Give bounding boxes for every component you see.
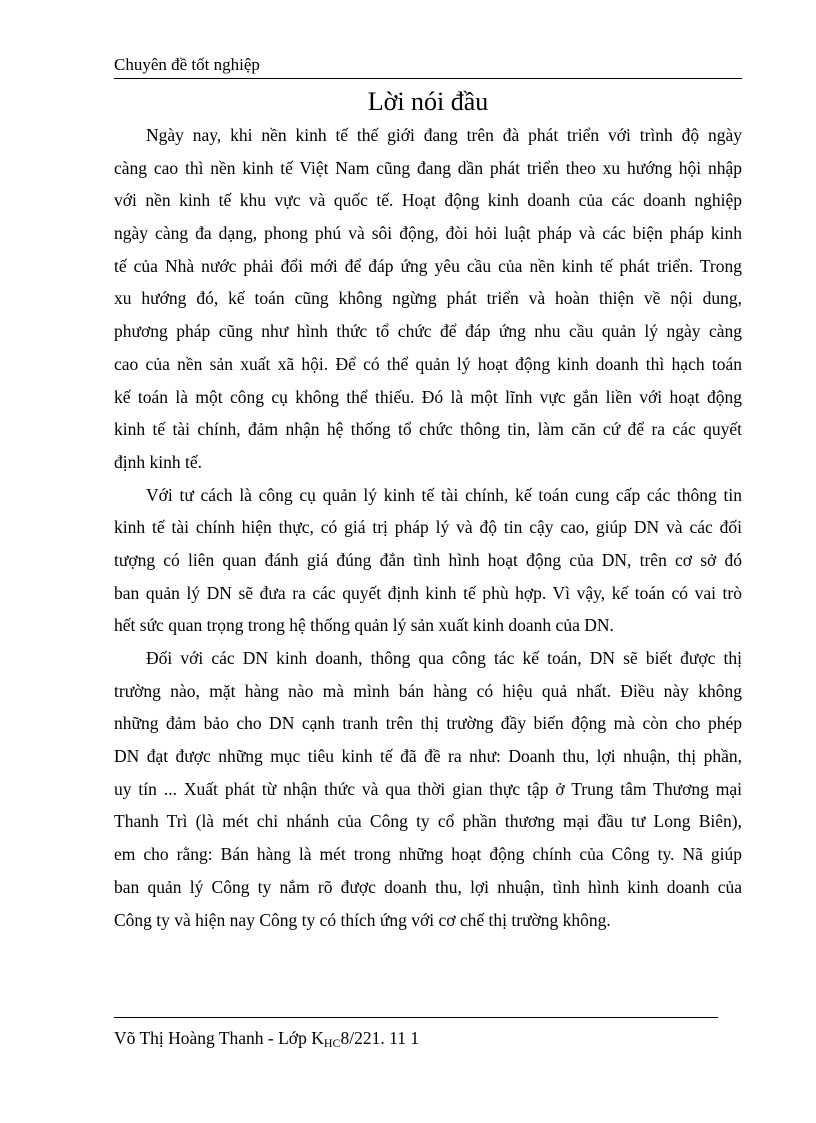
text-line: Ngày nay, khi nền kinh tế thế giới đang trên đà phát triển với trình độ ngày xyxy=(146,125,742,145)
text-line: Công ty và hiện nay Công ty có thích ứng với cơ chế thị trường không. xyxy=(114,909,611,930)
text-line: kế toán là một công cụ không thể thiếu. Đó là một lĩnh vực gắn liền với hoạt động xyxy=(114,386,742,407)
text-line: ban quản lý DN sẽ đưa ra các quyết định kinh tế phù hợp. Vì vậy, kế toán có vai trò xyxy=(114,582,742,603)
document-body xyxy=(114,119,742,936)
document-title: Lời nói đầu xyxy=(367,87,489,116)
text-line: định kinh tế. xyxy=(114,451,202,472)
text-line: phương pháp cũng như hình thức tổ chức để đáp ứng nhu cầu quản lý ngày càng xyxy=(114,321,742,342)
text-line: những đảm bảo cho DN cạnh tranh trên thị trường đầy biến động mà còn cho phép xyxy=(114,713,742,734)
text-line: kinh tế tài chính hiện thực, có giá trị pháp lý và độ tin cậy cao, giúp DN và các đối xyxy=(114,517,742,538)
page-number: 1 xyxy=(410,1028,420,1048)
text-line: tế của Nhà nước phải đổi mới để đáp ứng yêu cầu của nền kinh tế phát triển. Trong xyxy=(114,255,742,276)
text-line: Thanh Trì (là mét chi nhánh của Công ty cổ phần thương mại đầu tư Long Biên), xyxy=(114,811,742,832)
text-line: ban quản lý Công ty nắm rõ được doanh thu, lợi nhuận, tình hình kinh doanh của xyxy=(114,876,742,897)
text-line: em cho rằng: Bán hàng là mét trong những hoạt động chính của Công ty. Nã giúp xyxy=(114,844,742,865)
footer-author: Võ Thị Hoàng Thanh - Lớp K xyxy=(114,1028,324,1048)
text-line: càng cao thì nền kinh tế Việt Nam cũng đang dần phát triển theo xu hướng hội nhập xyxy=(114,157,742,178)
page-header xyxy=(114,50,742,79)
text-line: xu hướng đó, kế toán cũng không ngừng phát triển và hoàn thiện về nội dung, xyxy=(114,288,742,309)
header-text: Chuyên đề tốt nghiệp xyxy=(114,55,260,74)
footer-class-rest: 8/221. 11 xyxy=(340,1028,406,1048)
footer-divider xyxy=(114,1017,718,1018)
text-line: uy tín ... Xuất phát từ nhận thức và qua thời gian thực tập ở Trung tâm Thương mại xyxy=(114,778,742,799)
text-line: cao của nền sản xuất xã hội. Để có thể quản lý hoạt động kinh doanh thì hạch toán xyxy=(114,353,742,374)
text-line: với nền kinh tế khu vực và quốc tế. Hoạt động kinh doanh của các doanh nghiệp xyxy=(114,190,742,211)
page-footer xyxy=(114,1027,419,1054)
text-line: Với tư cách là công cụ quản lý kinh tế tài chính, kế toán cung cấp các thông tin xyxy=(146,484,742,505)
text-line: hết sức quan trọng trong hệ thống quản lý sản xuất kinh doanh của DN. xyxy=(114,615,614,636)
text-line: ngày càng đa dạng, phong phú và sôi động, đòi hỏi luật pháp và các biện pháp kinh xyxy=(114,223,742,244)
text-line: tượng có liên quan đánh giá đúng đắn tình hình hoạt động của DN, trên cơ sở đó xyxy=(114,549,742,570)
text-line: trường nào, mặt hàng nào mà mình bán hàng có hiệu quả nhất. Điều này không xyxy=(114,680,742,701)
text-line: kinh tế tài chính, đảm nhận hệ thống tổ chức thông tin, làm căn cứ để ra các quyết xyxy=(114,419,742,440)
text-line: Đối với các DN kinh doanh, thông qua công tác kế toán, DN sẽ biết được thị xyxy=(146,648,742,668)
text-line: DN đạt được những mục tiêu kinh tế đã đề ra như: Doanh thu, lợi nhuận, thị phần, xyxy=(114,746,742,767)
footer-class-subscript: HC xyxy=(323,1036,341,1050)
